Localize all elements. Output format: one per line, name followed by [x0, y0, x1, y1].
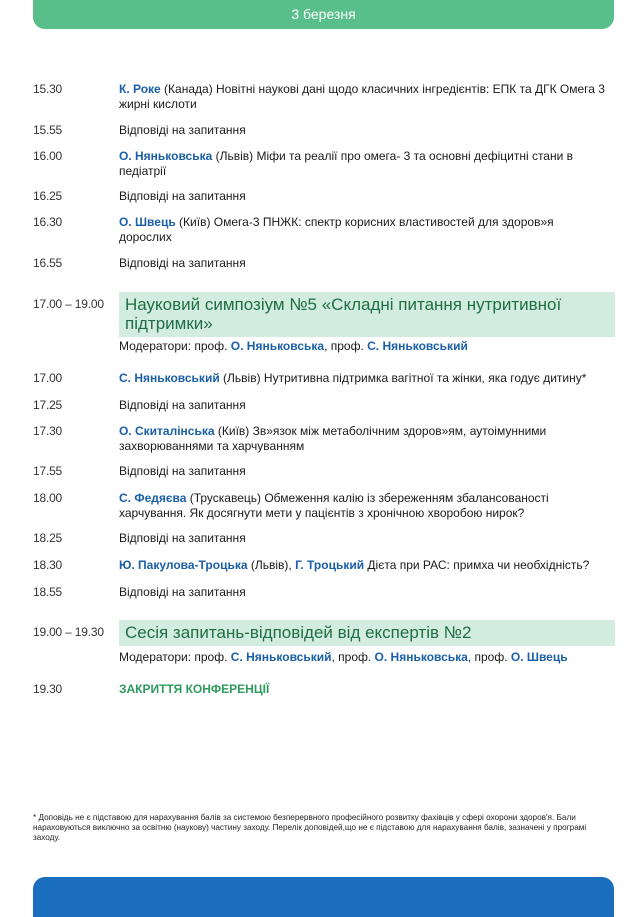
time-label: 17.00	[33, 371, 63, 385]
speaker-city: (Львів),	[247, 558, 296, 572]
qa-label: Відповіді на запитання	[119, 585, 246, 599]
talk-title: Дієта при РАС: примха чи необхідність?	[364, 558, 590, 572]
qa-label: Відповіді на запитання	[119, 398, 246, 412]
time-label: 17.25	[33, 398, 63, 412]
speaker-name: О. Скиталінська	[119, 424, 215, 438]
qa-label: Відповіді на запитання	[119, 531, 246, 545]
time-label: 18.25	[33, 531, 63, 545]
time-label: 16.25	[33, 189, 63, 203]
time-label: 16.55	[33, 256, 63, 270]
time-label: 17.00 – 19.00	[33, 297, 104, 311]
talk-title: (Львів) Нутритивна підтримка вагітної та жінки, яка годує дитину*	[219, 371, 587, 385]
speaker-name: О. Няньковська	[119, 149, 213, 163]
speaker-name: Г. Троцький	[295, 558, 365, 572]
speaker-name: К. Роке	[119, 82, 161, 96]
moderators-label: Модератори: проф.	[119, 339, 231, 353]
time-label: 17.30	[33, 424, 63, 438]
qa-label: Відповіді на запитання	[119, 123, 246, 137]
time-label: 15.30	[33, 82, 63, 96]
talk-title: (Канада) Новітні наукові дані щодо класичних інгредієнтів: ЕПК та ДГК Омега 3 жирні кислоти	[119, 82, 605, 111]
moderators-line	[119, 650, 609, 665]
time-label: 16.30	[33, 215, 63, 229]
time-label: 18.55	[33, 585, 63, 599]
bottom-bar	[33, 877, 614, 917]
separator: , проф.	[331, 650, 375, 664]
footnote: * Доповідь не є підставою для нарахування балів за системою безперервного професійного розвитку фахівців у сфері охорони здоров'я. Бали нараховуються виключно за освітню (наукову) частину заходу. Перелік доповідей,що не є підставою для нарахування балів, зазначені у програмі заходу.	[33, 813, 587, 842]
symposium-title: Науковий симпозіум №5 «Складні питання нутритивної підтримки»	[119, 292, 615, 337]
time-label: 17.55	[33, 464, 63, 478]
closing-label: ЗАКРИТТЯ КОНФЕРЕНЦІЇ	[119, 682, 270, 696]
moderator-name: О. Няньковська	[374, 650, 468, 664]
moderator-name: С. Няньковський	[367, 339, 468, 353]
time-label: 19.00 – 19.30	[33, 625, 104, 639]
time-label: 15.55	[33, 123, 63, 137]
moderator-name: О. Швець	[510, 650, 568, 664]
qa-label: Відповіді на запитання	[119, 256, 246, 270]
speaker-name: Ю. Пакулова-Троцька	[119, 558, 248, 572]
time-label: 16.00	[33, 149, 63, 163]
moderator-name: О. Няньковська	[230, 339, 325, 353]
speaker-name: О. Швець	[119, 215, 176, 229]
time-label: 18.30	[33, 558, 63, 572]
talk-title: (Трускавець) Обмеження калію із збереженням збалансованості харчування. Як досягнути мети у пацієнтів з хронічною хворобою нирок?	[119, 491, 549, 520]
speaker-name: С. Федяєва	[119, 491, 187, 505]
date-banner: 3 березня	[33, 0, 614, 29]
speaker-name: С. Няньковський	[119, 371, 220, 385]
qa-label: Відповіді на запитання	[119, 189, 246, 203]
talk-title: (Львів) Міфи та реалії про омега- 3 та основні дефіцитні стани в педіатрії	[119, 149, 574, 178]
talk-title: (Київ) Зв»язок між метаболічним здоров»ям, аутоімунними захворюваннями та харчуванням	[119, 424, 547, 453]
moderators-label: Модератори: проф.	[119, 650, 231, 664]
time-label: 19.30	[33, 682, 63, 696]
qa-label: Відповіді на запитання	[119, 464, 246, 478]
session-title: Сесія запитань-відповідей від експертів №2	[119, 620, 615, 646]
separator: , проф.	[324, 339, 368, 353]
moderators-line	[119, 339, 609, 354]
talk-title: (Київ) Омега-3 ПНЖК: спектр корисних властивостей для здоров»я дорослих	[119, 215, 554, 244]
separator: , проф.	[467, 650, 511, 664]
moderator-name: С. Няньковський	[230, 650, 332, 664]
time-label: 18.00	[33, 491, 63, 505]
